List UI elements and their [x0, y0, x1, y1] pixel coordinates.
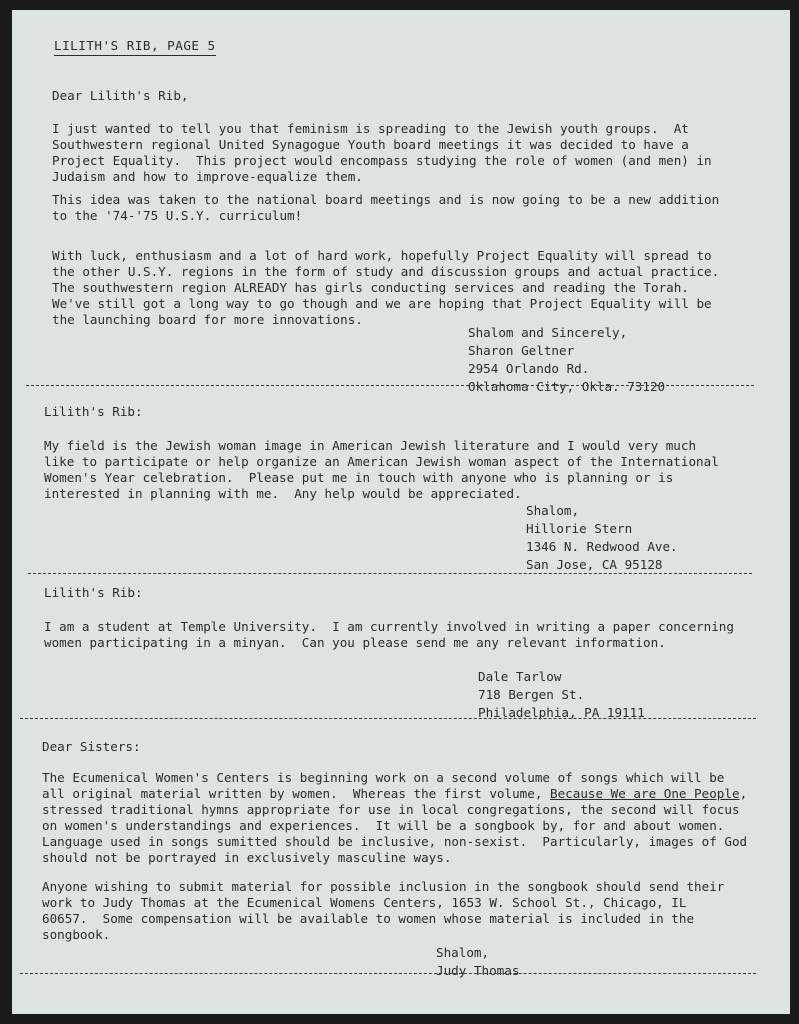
signer-name: Dale Tarlow [478, 669, 562, 684]
closing: Shalom and Sincerely, [468, 325, 628, 340]
address-line: 718 Bergen St. [478, 687, 585, 702]
separator [26, 385, 754, 386]
signature-block [526, 503, 678, 575]
body-paragraph: With luck, enthusiasm and a lot of hard work, hopefully Project Equality will spread to the other U.S.Y. regions in the form of study and discussion groups and actual practice. The southwestern region ALREADY has girls conducting services and reading the Torah. We've still got a long way to go though and we are hoping that Project Equality will be the launching board for more innovations. [52, 248, 727, 327]
salutation: Lilith's Rib: [44, 404, 143, 419]
separator [20, 718, 756, 719]
document-page [12, 10, 790, 1014]
address-line: Philadelphia, PA 19111 [478, 705, 645, 720]
signature-block [468, 325, 665, 397]
address-line: Oklahoma City, Okla. 73120 [468, 379, 666, 394]
body-paragraph: My field is the Jewish woman image in American Jewish literature and I would very much like to participate or help organize an American Jewish woman aspect of the International Women's Year celebration. Please put me in touch with anyone who is planning or is interested in planning with me. Any help would be appreciated. [44, 438, 727, 501]
body-paragraph: I just wanted to tell you that feminism is spreading to the Jewish youth groups. At Southwestern regional United Synagogue Youth board meetings it was decided to have a Project Equality. This project would encompass studying the role of women (and men) in Judaism and how to improve-equalize them. [52, 121, 720, 184]
body-paragraph: Anyone wishing to submit material for possible inclusion in the songbook should send their work to Judy Thomas at the Ecumenical Womens Centers, 1653 W. School St., Chicago, IL 60657. Some compensation will be available to women whose material is included in the songbook. [42, 879, 732, 942]
address-line: San Jose, CA 95128 [526, 557, 663, 572]
separator [20, 973, 756, 974]
salutation: Dear Sisters: [42, 739, 141, 754]
para-text: , stressed traditional hymns appropriate for use in local congregations, the second will focus on women's understandings and experiences. It will be a songbook by, for and about women. Language used in songs sumitted should be inclusive, non-sexist. Particularly, images of God should not be portrayed in exclusively masculine ways. [42, 786, 755, 865]
closing: Shalom, [436, 945, 490, 960]
body-paragraph [42, 770, 755, 866]
signature-block [436, 945, 519, 981]
address-line: 2954 Orlando Rd. [468, 361, 590, 376]
body-paragraph: I am a student at Temple University. I am currently involved in writing a paper concerning women participating in a minyan. Can you please send me any relevant information. [44, 619, 742, 650]
closing: Shalom, [526, 503, 580, 518]
page-header: LILITH'S RIB, PAGE 5 [54, 38, 216, 56]
salutation: Lilith's Rib: [44, 585, 143, 600]
signer-name: Judy Thomas [436, 963, 520, 978]
body-paragraph: This idea was taken to the national board meetings and is now going to be a new addition to the '74-'75 U.S.Y. curriculum! [52, 192, 727, 223]
para-text: The Ecumenical Women's Centers is beginning work on a second volume of songs which will be all original material written by women. Whereas the first volume, [42, 770, 732, 801]
signer-name: Sharon Geltner [468, 343, 575, 358]
address-line: 1346 N. Redwood Ave. [526, 539, 678, 554]
separator [28, 573, 752, 574]
songbook-title: Because We are One People [550, 786, 740, 801]
salutation: Dear Lilith's Rib, [52, 88, 189, 103]
signature-block [478, 669, 645, 723]
signer-name: Hillorie Stern [526, 521, 633, 536]
